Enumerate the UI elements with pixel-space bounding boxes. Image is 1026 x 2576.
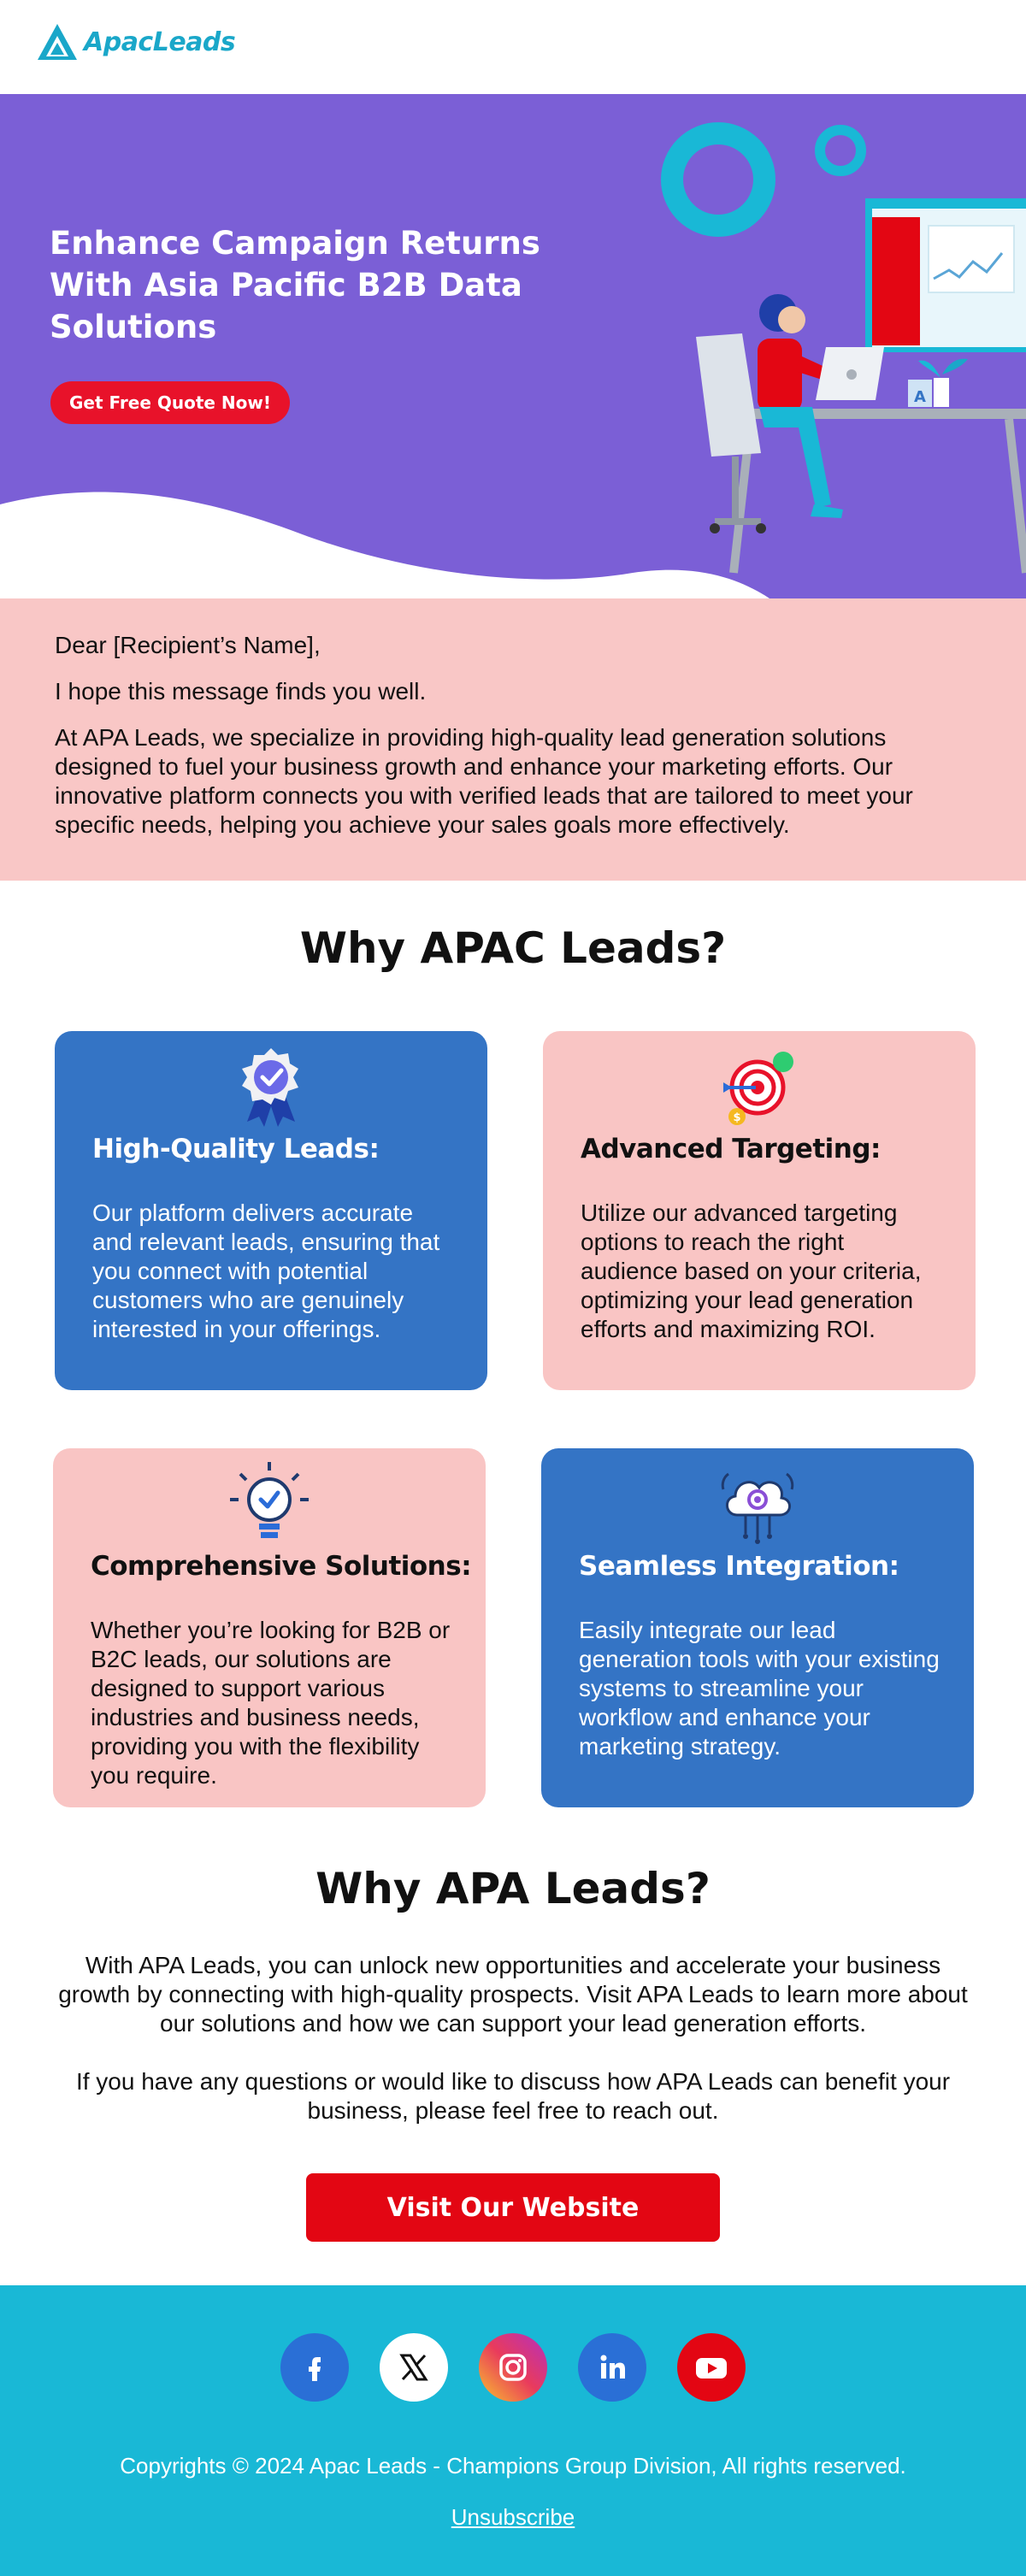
- visit-website-button[interactable]: Visit Our Website: [306, 2173, 720, 2242]
- instagram-icon[interactable]: [479, 2333, 547, 2402]
- card-body: Easily integrate our lead generation tools with your existing systems to streamline your workflow and enhance your marketing strategy.: [579, 1617, 940, 1760]
- award-badge-icon: [228, 1043, 314, 1129]
- svg-text:$: $: [733, 1111, 741, 1124]
- intro-section: [0, 598, 1026, 881]
- card-title: High-Quality Leads:: [92, 1134, 380, 1164]
- social-links: [0, 2333, 1026, 2402]
- target-icon: [716, 1043, 802, 1129]
- copyright-text: Copyrights © 2024 Apac Leads - Champions Group Division, All rights reserved.: [120, 2453, 906, 2479]
- logo-text: ApacLeads: [84, 27, 236, 57]
- card-body: Our platform delivers accurate and relevant leads, ensuring that you connect with potential customers who are genuinely interested in your offerings.: [92, 1200, 440, 1342]
- logo[interactable]: [36, 22, 235, 62]
- card-title: Comprehensive Solutions:: [91, 1551, 472, 1582]
- linkedin-icon[interactable]: [578, 2333, 646, 2402]
- email-header: [0, 0, 1026, 94]
- card-title: Advanced Targeting:: [581, 1134, 881, 1164]
- card-title: Seamless Integration:: [579, 1551, 899, 1582]
- woman-at-desk-illustration: [633, 103, 1026, 598]
- why-apa-title: Why APA Leads?: [315, 1864, 711, 1913]
- hero-title: Enhance Campaign Returns With Asia Pacific B2B Data Solutions: [50, 225, 540, 345]
- get-free-quote-button[interactable]: Get Free Quote Now!: [50, 381, 290, 424]
- opening-line: I hope this message finds you well.: [55, 678, 427, 704]
- feature-card-high-quality-leads: [55, 1031, 487, 1390]
- feature-card-advanced-targeting: [543, 1031, 976, 1390]
- unsubscribe-link[interactable]: Unsubscribe: [451, 2504, 575, 2530]
- feature-card-seamless-integration: [541, 1448, 974, 1807]
- why-apa-paragraph-2: If you have any questions or would like to discuss how APA Leads can benefit your business, please feel free to reach out.: [75, 2068, 951, 2124]
- lightbulb-icon: [227, 1460, 312, 1546]
- intro-body: At APA Leads, we specialize in providing high-quality lead generation solutions designed to fuel your business growth and enhance your marketing efforts. Our innovative platform connects you with verified leads that are tailored to meet your specific needs, helping you achieve your sales goals more effectively.: [55, 724, 913, 838]
- hero-banner: [0, 94, 1026, 598]
- cloud-gear-icon: [715, 1460, 800, 1546]
- logo-mark-icon: [36, 22, 79, 62]
- card-body: Utilize our advanced targeting options to reach the right audience based on your criteria, optimizing your lead generation efforts and maximizing ROI.: [581, 1200, 922, 1342]
- x-icon[interactable]: [380, 2333, 448, 2402]
- facebook-icon[interactable]: [280, 2333, 349, 2402]
- feature-card-comprehensive-solutions: [53, 1448, 486, 1807]
- youtube-icon[interactable]: [677, 2333, 746, 2402]
- why-apac-title: Why APAC Leads?: [299, 923, 727, 973]
- greeting: Dear [Recipient’s Name],: [55, 632, 321, 658]
- why-apa-paragraph-1: With APA Leads, you can unlock new opportunities and accelerate your business growth by connecting with high-quality prospects. Visit APA Leads to learn more about our solutions and how we can support your lead generation efforts.: [58, 1952, 968, 2037]
- email-footer: [0, 2285, 1026, 2576]
- svg-text:A: A: [914, 388, 926, 406]
- card-body: Whether you’re looking for B2B or B2C leads, our solutions are designed to support various industries and business needs, providing you with the flexibility you require.: [91, 1617, 451, 1789]
